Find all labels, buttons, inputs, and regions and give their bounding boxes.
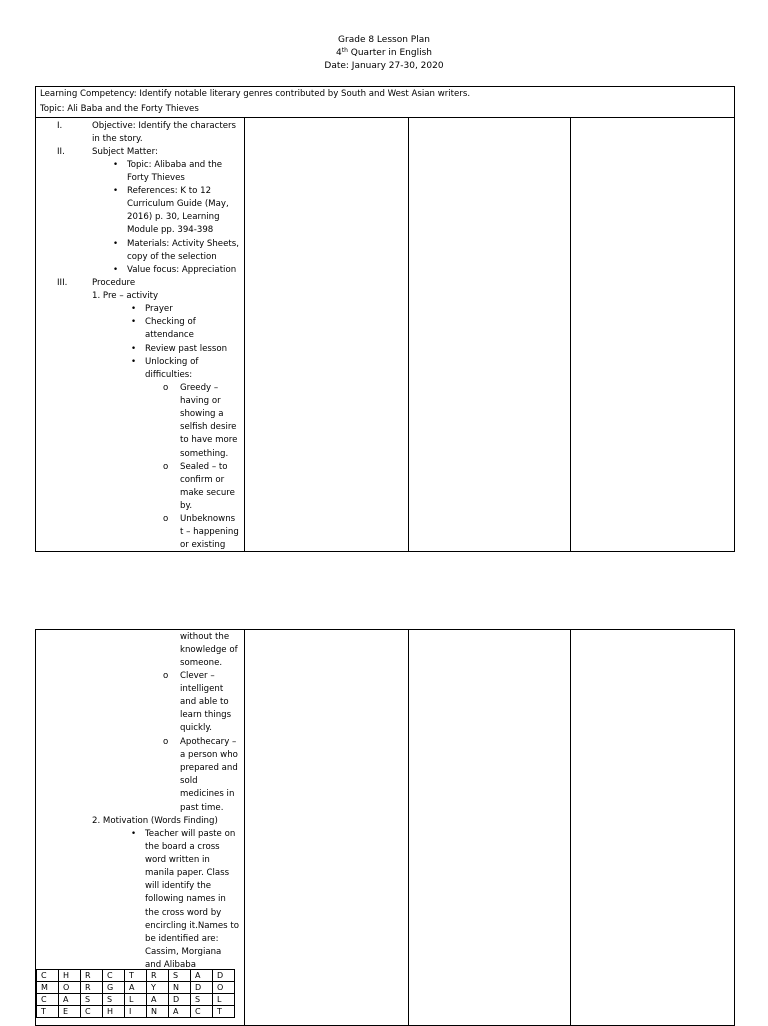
circle-bullet: o bbox=[163, 671, 169, 681]
pre-activity-heading: 1. Pre – activity bbox=[92, 291, 159, 301]
clever-line-5: quickly. bbox=[180, 723, 212, 733]
grid-cell: D bbox=[213, 970, 235, 982]
unbeknownst-line-3: or existing bbox=[180, 540, 226, 550]
apothecary-line-2: a person who bbox=[180, 750, 238, 760]
sm-materials-line-2: copy of the selection bbox=[127, 252, 217, 262]
learning-competency: Learning Competency: Identify notable literary genres contributed by South and West Asian writers. bbox=[40, 89, 471, 99]
unbeknownst-line-1: Unbeknowns bbox=[180, 514, 236, 524]
grid-cell: S bbox=[191, 994, 213, 1006]
bullet: • bbox=[131, 344, 137, 354]
procedure-heading: Procedure bbox=[92, 278, 136, 288]
teacher-line-3: word written in bbox=[145, 855, 210, 865]
teacher-line-10: Cassim, Morgiana bbox=[145, 947, 222, 957]
subject-matter-heading: Subject Matter: bbox=[92, 147, 158, 157]
teacher-line-2: the board a cross bbox=[145, 842, 220, 852]
grid-cell: S bbox=[169, 970, 191, 982]
clever-line-1: Clever – bbox=[180, 671, 215, 681]
circle-bullet: o bbox=[163, 737, 169, 747]
grid-cell: N bbox=[169, 982, 191, 994]
bullet: • bbox=[113, 186, 119, 196]
sm-topic-line-2: Forty Thieves bbox=[127, 173, 185, 183]
circle-bullet: o bbox=[163, 462, 169, 472]
review-item: Review past lesson bbox=[145, 344, 228, 354]
bullet: • bbox=[131, 829, 137, 839]
lesson-topic: Topic: Ali Baba and the Forty Thieves bbox=[40, 104, 199, 114]
roman-numeral-1: I. bbox=[57, 121, 63, 131]
sm-references-line-4: Module pp. 394-398 bbox=[127, 225, 214, 235]
grid-cell: C bbox=[37, 970, 59, 982]
grid-cell: L bbox=[213, 994, 235, 1006]
attendance-line-1: Checking of bbox=[145, 317, 196, 327]
grid-cell: T bbox=[213, 1006, 235, 1018]
unbeknownst-cont-line-2: knowledge of bbox=[180, 645, 238, 655]
bullet: • bbox=[131, 357, 137, 367]
prayer-item: Prayer bbox=[145, 304, 173, 314]
clever-line-3: and able to bbox=[180, 697, 229, 707]
grid-cell: M bbox=[37, 982, 59, 994]
grid-cell: I bbox=[125, 1006, 147, 1018]
grid-cell: R bbox=[81, 982, 103, 994]
lesson-plan-table-page-1 bbox=[35, 86, 735, 552]
teacher-line-6: following names in bbox=[145, 894, 226, 904]
apothecary-line-6: past time. bbox=[180, 803, 224, 813]
sm-value-focus: Value focus: Appreciation bbox=[127, 265, 237, 275]
greedy-line-6: something. bbox=[180, 449, 229, 459]
lesson-plan-table-page-2 bbox=[35, 629, 735, 1026]
grid-cell: D bbox=[191, 982, 213, 994]
grid-row bbox=[37, 982, 235, 994]
grid-cell: C bbox=[191, 1006, 213, 1018]
grid-cell: A bbox=[191, 970, 213, 982]
grid-cell: R bbox=[81, 970, 103, 982]
grid-cell: D bbox=[169, 994, 191, 1006]
grid-cell: A bbox=[147, 994, 169, 1006]
roman-numeral-3: III. bbox=[57, 278, 68, 288]
greedy-line-5: to have more bbox=[180, 435, 238, 445]
grid-cell: O bbox=[213, 982, 235, 994]
grid-cell: T bbox=[37, 1006, 59, 1018]
grid-cell: A bbox=[125, 982, 147, 994]
sm-references-line-3: 2016) p. 30, Learning bbox=[127, 212, 220, 222]
teacher-line-11: and Alibaba bbox=[145, 960, 196, 970]
grid-cell: L bbox=[125, 994, 147, 1006]
grid-cell: Y bbox=[147, 982, 169, 994]
apothecary-line-4: sold bbox=[180, 776, 198, 786]
unbeknownst-cont-line-1: without the bbox=[180, 632, 230, 642]
teacher-line-4: manila paper. Class bbox=[145, 868, 230, 878]
sm-references-line-2: Curriculum Guide (May, bbox=[127, 199, 229, 209]
grid-cell: A bbox=[169, 1006, 191, 1018]
sealed-line-1: Sealed – to bbox=[180, 462, 228, 472]
empty-column-3 bbox=[409, 630, 571, 1026]
grid-cell: G bbox=[103, 982, 125, 994]
teacher-line-7: the cross word by bbox=[145, 908, 222, 918]
unlocking-line-2: difficulties: bbox=[145, 370, 193, 380]
bullet: • bbox=[131, 317, 137, 327]
greedy-line-1: Greedy – bbox=[180, 383, 219, 393]
empty-column-3 bbox=[409, 118, 571, 552]
sm-references-line-1: References: K to 12 bbox=[127, 186, 212, 196]
unlocking-line-1: Unlocking of bbox=[145, 357, 199, 367]
apothecary-line-1: Apothecary – bbox=[180, 737, 237, 747]
apothecary-line-5: medicines in bbox=[180, 789, 235, 799]
empty-column-4 bbox=[571, 630, 735, 1026]
grid-cell: O bbox=[59, 982, 81, 994]
objective-line-1: Objective: Identify the characters bbox=[92, 121, 237, 131]
sealed-line-4: by. bbox=[180, 501, 193, 511]
bullet: • bbox=[131, 304, 137, 314]
grid-cell: H bbox=[59, 970, 81, 982]
objective-line-2: in the story. bbox=[92, 134, 143, 144]
roman-numeral-2: II. bbox=[57, 147, 65, 157]
grid-cell: S bbox=[81, 994, 103, 1006]
greedy-line-4: selfish desire bbox=[180, 422, 237, 432]
grid-row bbox=[37, 970, 235, 982]
grid-cell: C bbox=[81, 1006, 103, 1018]
lesson-plan-title: Grade 8 Lesson Plan bbox=[338, 35, 430, 45]
grid-cell: C bbox=[37, 994, 59, 1006]
grid-row bbox=[37, 1006, 235, 1018]
teacher-line-1: Teacher will paste on bbox=[145, 829, 236, 839]
lesson-date: Date: January 27-30, 2020 bbox=[324, 61, 444, 71]
grid-cell: C bbox=[103, 970, 125, 982]
greedy-line-3: showing a bbox=[180, 409, 224, 419]
grid-cell: T bbox=[125, 970, 147, 982]
quarter-line: 4th Quarter in English bbox=[336, 47, 432, 58]
empty-column-2 bbox=[245, 630, 409, 1026]
circle-bullet: o bbox=[163, 514, 169, 524]
empty-column-2 bbox=[245, 118, 409, 552]
grid-cell: A bbox=[59, 994, 81, 1006]
bullet: • bbox=[113, 160, 119, 170]
circle-bullet: o bbox=[163, 383, 169, 393]
teacher-line-5: will identify the bbox=[145, 881, 212, 891]
apothecary-line-3: prepared and bbox=[180, 763, 238, 773]
greedy-line-2: having or bbox=[180, 396, 221, 406]
sealed-line-3: make secure bbox=[180, 488, 235, 498]
sm-materials-line-1: Materials: Activity Sheets, bbox=[127, 239, 239, 249]
teacher-line-9: be identified are: bbox=[145, 934, 219, 944]
competency-cell bbox=[36, 87, 735, 118]
empty-column-4 bbox=[571, 118, 735, 552]
grid-cell: S bbox=[103, 994, 125, 1006]
procedure-column bbox=[36, 118, 245, 552]
sm-topic-line-1: Topic: Alibaba and the bbox=[127, 160, 223, 170]
document-header bbox=[0, 34, 768, 73]
teacher-line-8: encircling it.Names to bbox=[145, 921, 240, 931]
bullet: • bbox=[113, 239, 119, 249]
sealed-line-2: confirm or bbox=[180, 475, 225, 485]
grid-cell: R bbox=[147, 970, 169, 982]
grid-cell: E bbox=[59, 1006, 81, 1018]
grid-cell: N bbox=[147, 1006, 169, 1018]
procedure-column-continued bbox=[36, 630, 245, 1026]
clever-line-4: learn things bbox=[180, 710, 232, 720]
motivation-heading: 2. Motivation (Words Finding) bbox=[92, 816, 218, 826]
unbeknownst-cont-line-3: someone. bbox=[180, 658, 223, 668]
attendance-line-2: attendance bbox=[145, 330, 194, 340]
unbeknownst-line-2: t – happening bbox=[180, 527, 239, 537]
clever-line-2: intelligent bbox=[180, 684, 224, 694]
bullet: • bbox=[113, 265, 119, 275]
grid-cell: H bbox=[103, 1006, 125, 1018]
word-search-grid bbox=[36, 969, 235, 1018]
grid-row bbox=[37, 994, 235, 1006]
